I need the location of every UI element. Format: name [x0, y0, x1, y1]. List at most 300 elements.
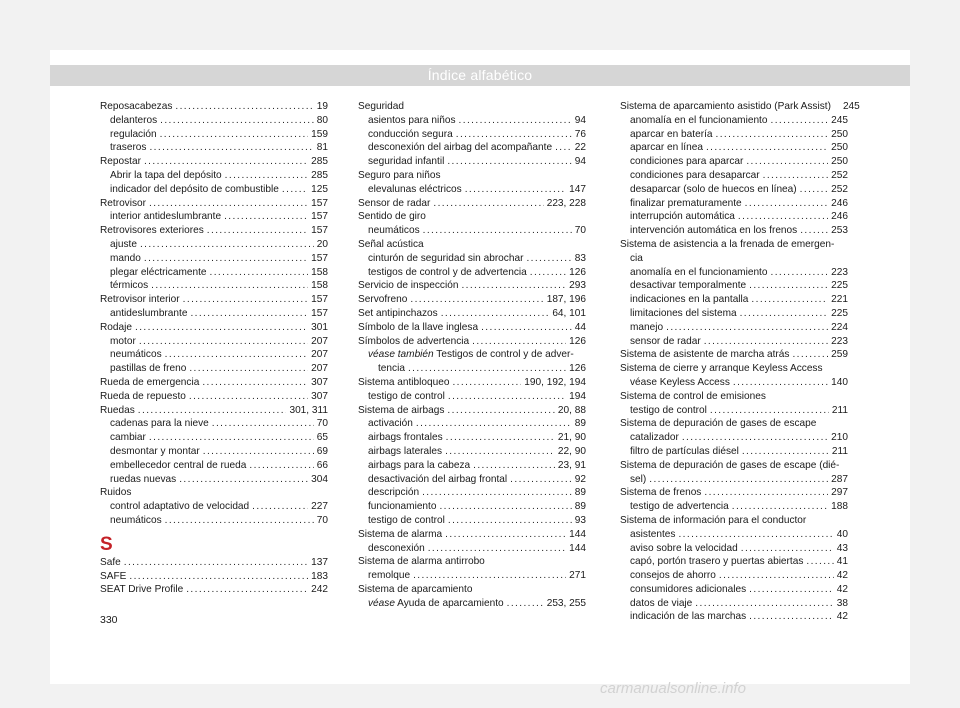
index-entry-heading: Señal acústica: [358, 238, 424, 250]
index-page-ref[interactable]: 64, 101: [552, 307, 586, 319]
index-term: embellecedor central de rueda: [110, 459, 247, 471]
index-subentry: [620, 610, 848, 624]
index-page-ref[interactable]: 252: [831, 169, 848, 181]
index-entry: [620, 486, 848, 500]
index-term: neumáticos: [110, 349, 162, 361]
index-page-ref[interactable]: 42: [836, 583, 848, 595]
index-page-ref[interactable]: 70: [316, 514, 328, 526]
dot-leader: [212, 417, 314, 431]
index-page-ref[interactable]: 42: [836, 570, 848, 582]
index-term: asistentes: [630, 528, 676, 540]
index-entry: [100, 155, 328, 169]
index-page-ref[interactable]: 21, 90: [557, 432, 586, 444]
dot-leader: [770, 266, 828, 280]
index-subentry: [100, 307, 328, 321]
dot-leader: [481, 321, 572, 335]
dot-leader: [510, 473, 572, 487]
watermark-logo: carmanualsonline.info: [600, 680, 746, 697]
index-term: ajuste: [110, 238, 137, 250]
index-page-ref[interactable]: 137: [311, 556, 328, 568]
index-term: aviso sobre la velocidad: [630, 542, 738, 554]
index-term: desactivación del airbag frontal: [368, 473, 508, 485]
index-term: remolque: [368, 570, 411, 582]
dot-leader: [249, 459, 313, 473]
index-subentry: [358, 542, 586, 556]
dot-leader: [452, 376, 521, 390]
index-term: Sistema de asistente de marcha atrás: [620, 349, 790, 361]
index-page-ref[interactable]: 125: [311, 183, 328, 195]
dot-leader: [423, 224, 572, 238]
index-subentry: [358, 141, 586, 155]
dot-leader: [189, 362, 308, 376]
dot-leader: [203, 445, 314, 459]
dot-leader: [252, 500, 308, 514]
index-column-1: [100, 100, 328, 597]
index-term: mando: [110, 252, 141, 264]
dot-leader: [800, 183, 829, 197]
index-entry-heading: Seguridad: [358, 101, 405, 112]
index-term: descripción: [368, 487, 420, 499]
dot-leader: [456, 128, 572, 142]
index-subentry: [620, 169, 848, 183]
index-term: antideslumbrante: [110, 307, 188, 319]
dot-leader: [445, 528, 566, 542]
index-subentry: [620, 266, 848, 280]
index-term: datos de viaje: [630, 597, 693, 609]
index-subentry: [100, 473, 328, 487]
index-page-ref[interactable]: 157: [311, 294, 328, 306]
dot-leader: [695, 597, 833, 611]
index-subentry: [620, 445, 848, 459]
index-term: Servofreno: [358, 294, 408, 306]
index-term: catalizador: [630, 432, 679, 444]
index-term: Símbolos de advertencia: [358, 335, 470, 347]
dot-leader: [792, 348, 828, 362]
dot-leader: [526, 252, 571, 266]
index-page-ref[interactable]: 250: [831, 128, 848, 140]
index-page-ref[interactable]: 242: [311, 584, 328, 596]
index-page-ref[interactable]: 183: [311, 570, 328, 582]
index-subentry: [620, 569, 848, 583]
index-page-ref[interactable]: 80: [316, 114, 328, 126]
index-entry: [100, 321, 328, 335]
dot-leader: [224, 210, 308, 224]
index-subentry: [620, 155, 848, 169]
index-subentry: [358, 183, 586, 197]
index-page-ref[interactable]: 66: [316, 459, 328, 471]
page-header-title: Índice alfabético: [50, 65, 910, 86]
index-subentry: [100, 335, 328, 349]
index-term: ruedas nuevas: [110, 473, 177, 485]
index-term: Reposacabezas: [100, 101, 173, 112]
index-term: Set antipinchazos: [358, 307, 438, 319]
dot-leader: [124, 556, 308, 570]
index-term: interior antideslumbrante: [110, 211, 222, 223]
index-subentry: [620, 210, 848, 224]
dot-leader: [749, 279, 828, 293]
index-subentry: [100, 238, 328, 252]
index-entry: [100, 583, 328, 597]
index-page-ref[interactable]: 89: [574, 487, 586, 499]
index-page-ref[interactable]: 301: [311, 321, 328, 333]
dot-leader: [183, 293, 309, 307]
index-page-ref[interactable]: 42: [836, 611, 848, 623]
index-term: sensor de radar: [630, 335, 701, 347]
index-term: cinturón de seguridad sin abrochar: [368, 252, 524, 264]
index-page-ref[interactable]: 93: [574, 514, 586, 526]
index-page-ref[interactable]: 69: [316, 445, 328, 457]
index-page-ref[interactable]: 259: [831, 349, 848, 361]
index-term: activación: [368, 418, 413, 430]
dot-leader: [422, 486, 572, 500]
index-page-ref[interactable]: 89: [574, 501, 586, 513]
index-entry: [358, 321, 586, 335]
dot-leader: [448, 514, 572, 528]
dot-leader: [751, 293, 828, 307]
dot-leader: [555, 141, 572, 155]
dot-leader: [179, 473, 308, 487]
index-entry: [100, 100, 328, 114]
index-subentry: [620, 583, 848, 597]
index-term: cambiar: [110, 432, 146, 444]
index-entry-heading: Sistema de asistencia a la frenada de emergen-: [620, 238, 835, 250]
index-subentry: [620, 321, 848, 335]
dot-leader: [445, 445, 555, 459]
dot-leader: [441, 307, 550, 321]
index-page-ref[interactable]: 285: [311, 169, 328, 181]
index-term: sel): [630, 473, 647, 485]
index-page-ref[interactable]: 245: [842, 101, 860, 112]
dot-leader: [202, 376, 308, 390]
index-entry: [358, 335, 586, 349]
index-term: Servicio de inspección: [358, 280, 459, 292]
dot-leader: [129, 570, 308, 584]
dot-leader: [439, 500, 571, 514]
dot-leader: [749, 610, 834, 624]
index-page-ref[interactable]: 187, 196: [546, 294, 586, 306]
dot-leader: [135, 321, 308, 335]
index-entry: [100, 197, 328, 211]
index-page-ref[interactable]: 190, 192, 194: [524, 376, 586, 388]
index-page-ref[interactable]: 225: [831, 307, 848, 319]
index-term: SAFE: [100, 570, 127, 582]
index-subentry: [358, 390, 586, 404]
index-page-ref[interactable]: 253, 255: [546, 597, 586, 609]
index-page-ref[interactable]: 293: [569, 280, 586, 292]
index-entry-heading: Sistema de alarma antirrobo: [358, 556, 485, 568]
index-page-ref[interactable]: 157: [311, 211, 328, 223]
dot-leader: [160, 114, 314, 128]
index-term: Rueda de emergencia: [100, 376, 200, 388]
index-entry: [358, 307, 586, 321]
index-term: térmicos: [110, 280, 149, 292]
index-subentry: [358, 128, 586, 142]
index-subentry: [620, 224, 848, 238]
index-subentry: [620, 431, 848, 445]
index-page-ref[interactable]: 227: [311, 501, 328, 513]
dot-leader: [741, 542, 834, 556]
index-page-ref[interactable]: 20, 88: [557, 404, 586, 416]
dot-leader: [165, 514, 314, 528]
index-subentry: [620, 404, 848, 418]
dot-leader: [704, 335, 828, 349]
index-page-ref[interactable]: 76: [574, 128, 586, 140]
index-entry: [358, 404, 586, 418]
index-page-ref[interactable]: 94: [574, 156, 586, 168]
dot-leader: [446, 431, 555, 445]
index-term: conducción segura: [368, 128, 453, 140]
dot-leader: [428, 542, 566, 556]
index-entry: [100, 556, 328, 570]
index-page-ref[interactable]: 81: [316, 142, 328, 154]
index-page-ref[interactable]: 158: [311, 280, 328, 292]
index-page-ref[interactable]: 211: [831, 404, 848, 416]
index-page-ref[interactable]: 126: [569, 363, 586, 375]
index-term: seguridad infantil: [368, 156, 445, 168]
index-subentry: [358, 569, 586, 583]
index-page-ref[interactable]: 70: [316, 418, 328, 430]
index-term: asientos para niños: [368, 114, 456, 126]
index-term: Abrir la tapa del depósito: [110, 169, 222, 181]
index-page-ref[interactable]: 250: [831, 156, 848, 168]
index-entry: [358, 528, 586, 542]
dot-leader: [447, 155, 571, 169]
dot-leader: [682, 431, 828, 445]
index-page-ref[interactable]: 223: [831, 266, 848, 278]
index-subentry: [358, 155, 586, 169]
index-page-ref[interactable]: 307: [311, 376, 328, 388]
index-page-ref[interactable]: 41: [836, 556, 848, 568]
dot-leader: [716, 128, 829, 142]
index-page-ref[interactable]: 126: [569, 335, 586, 347]
dot-leader: [507, 597, 544, 611]
index-term: Rodaje: [100, 321, 132, 333]
dot-leader: [666, 321, 828, 335]
index-page-ref[interactable]: 157: [311, 307, 328, 319]
index-page-ref[interactable]: 140: [831, 376, 848, 388]
dot-leader: [742, 445, 829, 459]
index-subentry: [358, 514, 586, 528]
index-subentry: [100, 183, 328, 197]
index-page-ref[interactable]: 223, 228: [546, 197, 586, 209]
index-page-ref[interactable]: 207: [311, 349, 328, 361]
index-page-ref[interactable]: 158: [311, 266, 328, 278]
index-subentry: [100, 431, 328, 445]
index-page-ref[interactable]: 38: [836, 597, 848, 609]
index-term: desmontar y montar: [110, 445, 200, 457]
index-page-ref[interactable]: 94: [574, 114, 586, 126]
index-page-ref[interactable]: 307: [311, 390, 328, 402]
dot-leader: [719, 569, 834, 583]
dot-leader: [800, 224, 828, 238]
dot-leader: [149, 141, 313, 155]
dot-leader: [175, 100, 313, 114]
index-page-ref[interactable]: 304: [311, 473, 328, 485]
index-term: desconexión del airbag del acompañante: [368, 142, 553, 154]
dot-leader: [806, 555, 833, 569]
index-term: Sensor de radar: [358, 197, 431, 209]
index-term: neumáticos: [368, 225, 420, 237]
index-term: plegar eléctricamente: [110, 266, 207, 278]
index-page-ref[interactable]: 246: [831, 197, 848, 209]
index-term: Ruedas: [100, 404, 135, 416]
index-page-ref[interactable]: 159: [311, 128, 328, 140]
dot-leader: [210, 266, 309, 280]
index-page-ref[interactable]: 22: [574, 142, 586, 154]
index-term: desconexión: [368, 542, 425, 554]
index-page-ref[interactable]: 194: [569, 390, 586, 402]
index-subentry: [100, 141, 328, 155]
dot-leader: [706, 141, 828, 155]
dot-leader: [151, 279, 308, 293]
dot-leader: [144, 252, 308, 266]
index-subentry: [100, 445, 328, 459]
index-page-ref[interactable]: 211: [831, 445, 848, 457]
dot-leader: [733, 376, 828, 390]
index-page-ref[interactable]: 22, 90: [557, 445, 586, 457]
index-page-ref[interactable]: 44: [574, 321, 586, 333]
index-page-ref[interactable]: 301, 311: [289, 404, 328, 416]
index-subentry: [100, 459, 328, 473]
index-term: Sistema de alarma: [358, 528, 443, 540]
index-page-ref[interactable]: 157: [311, 197, 328, 209]
index-term: condiciones para desaparcar: [630, 169, 760, 181]
index-term: Sistema de frenos: [620, 487, 702, 499]
dot-leader: [649, 473, 828, 487]
index-page-ref[interactable]: 188: [831, 501, 848, 513]
index-term: capó, portón trasero y puertas abiertas: [630, 556, 804, 568]
index-subentry: [620, 114, 848, 128]
index-page-ref[interactable]: 224: [831, 321, 848, 333]
index-term: elevalunas eléctricos: [368, 183, 462, 195]
index-page-ref[interactable]: 245: [831, 114, 848, 126]
index-entry-heading: Seguro para niños: [358, 169, 441, 181]
index-subentry: [358, 473, 586, 487]
index-term: tencia: [378, 363, 405, 375]
index-subentry: [620, 542, 848, 556]
index-page-ref[interactable]: 19: [316, 101, 328, 112]
index-term: véase Ayuda de aparcamiento: [368, 597, 504, 609]
index-subentry-heading: cia: [630, 252, 643, 264]
index-subentry: [358, 459, 586, 473]
index-term: traseros: [110, 142, 147, 154]
index-subentry: [100, 362, 328, 376]
index-term: testigo de advertencia: [630, 501, 729, 513]
index-term: consejos de ahorro: [630, 570, 716, 582]
index-page-ref[interactable]: 144: [569, 528, 586, 540]
index-page-ref[interactable]: 297: [831, 487, 848, 499]
index-subentry-heading: véase también Testigos de control y de adver-: [368, 349, 574, 361]
index-term: funcionamiento: [368, 501, 437, 513]
index-term: Repostar: [100, 156, 141, 168]
dot-leader: [410, 293, 543, 307]
index-page-ref[interactable]: 287: [831, 473, 848, 485]
dot-leader: [465, 183, 566, 197]
index-term: filtro de partículas diésel: [630, 445, 739, 457]
index-entry-heading: Ruidos: [100, 487, 132, 499]
index-page-ref[interactable]: 210: [831, 432, 848, 444]
dot-leader: [190, 307, 308, 321]
index-term: Sistema antibloqueo: [358, 376, 450, 388]
index-subentry: [358, 500, 586, 514]
dot-leader: [138, 404, 287, 418]
index-page-ref[interactable]: 92: [574, 473, 586, 485]
index-entry-heading: Sistema de depuración de gases de escape: [620, 418, 817, 430]
index-term: desaparcar (solo de huecos en línea): [630, 183, 797, 195]
index-subentry: [620, 473, 848, 487]
index-term: limitaciones del sistema: [630, 307, 737, 319]
index-page-ref[interactable]: 207: [311, 363, 328, 375]
index-column-3: [620, 100, 860, 624]
index-subentry: [100, 128, 328, 142]
index-term: manejo: [630, 321, 664, 333]
index-subentry: [620, 183, 848, 197]
index-subentry: [100, 114, 328, 128]
index-page-ref[interactable]: 65: [316, 432, 328, 444]
index-subentry: [620, 376, 848, 390]
index-entry-heading: Sistema de control de emisiones: [620, 390, 766, 402]
index-term: indicador del depósito de combustible: [110, 183, 279, 195]
index-page-ref[interactable]: 246: [831, 211, 848, 223]
dot-leader: [165, 348, 309, 362]
index-page-ref[interactable]: 157: [311, 252, 328, 264]
index-term: Safe: [100, 556, 121, 568]
index-term: testigo de control: [368, 514, 445, 526]
index-section-letter: S: [100, 533, 113, 555]
index-page-ref[interactable]: 221: [831, 294, 848, 306]
index-entry: [100, 224, 328, 238]
index-entry: [100, 376, 328, 390]
index-subentry: [620, 128, 848, 142]
index-page-ref[interactable]: 83: [574, 252, 586, 264]
index-subentry: [100, 252, 328, 266]
dot-leader: [749, 583, 834, 597]
index-page-ref[interactable]: 271: [569, 570, 586, 582]
index-subentry: [100, 500, 328, 514]
index-page-ref[interactable]: 144: [569, 542, 586, 554]
index-page-ref[interactable]: 252: [831, 183, 848, 195]
dot-leader: [144, 155, 308, 169]
dot-leader: [413, 569, 566, 583]
index-page-ref[interactable]: 157: [311, 225, 328, 237]
index-page-ref[interactable]: 40: [836, 528, 848, 540]
dot-leader: [207, 224, 308, 238]
index-term: desactivar temporalmente: [630, 280, 747, 292]
index-term: airbags laterales: [368, 445, 443, 457]
index-page-ref[interactable]: 253: [831, 225, 848, 237]
index-page-ref[interactable]: 23, 91: [557, 459, 586, 471]
index-page-ref[interactable]: 250: [831, 142, 848, 154]
index-page-ref[interactable]: 207: [311, 335, 328, 347]
index-subentry: [620, 197, 848, 211]
index-page-ref[interactable]: 223: [831, 335, 848, 347]
index-page-ref[interactable]: 20: [316, 238, 328, 250]
index-subentry: [358, 224, 586, 238]
index-page-ref[interactable]: 126: [569, 266, 586, 278]
index-subentry: [620, 335, 848, 349]
index-entry-heading: Sistema de depuración de gases de escape (dié-: [620, 459, 840, 471]
index-entry: [100, 293, 328, 307]
index-entry: [358, 293, 586, 307]
index-page-ref[interactable]: 225: [831, 280, 848, 292]
dot-leader: [710, 404, 829, 418]
index-page-ref[interactable]: 285: [311, 156, 328, 168]
index-page-ref[interactable]: 89: [574, 418, 586, 430]
index-page-ref[interactable]: 43: [836, 542, 848, 554]
index-page-ref[interactable]: 70: [574, 225, 586, 237]
index-term: regulación: [110, 128, 157, 140]
index-page-ref[interactable]: 147: [569, 183, 586, 195]
